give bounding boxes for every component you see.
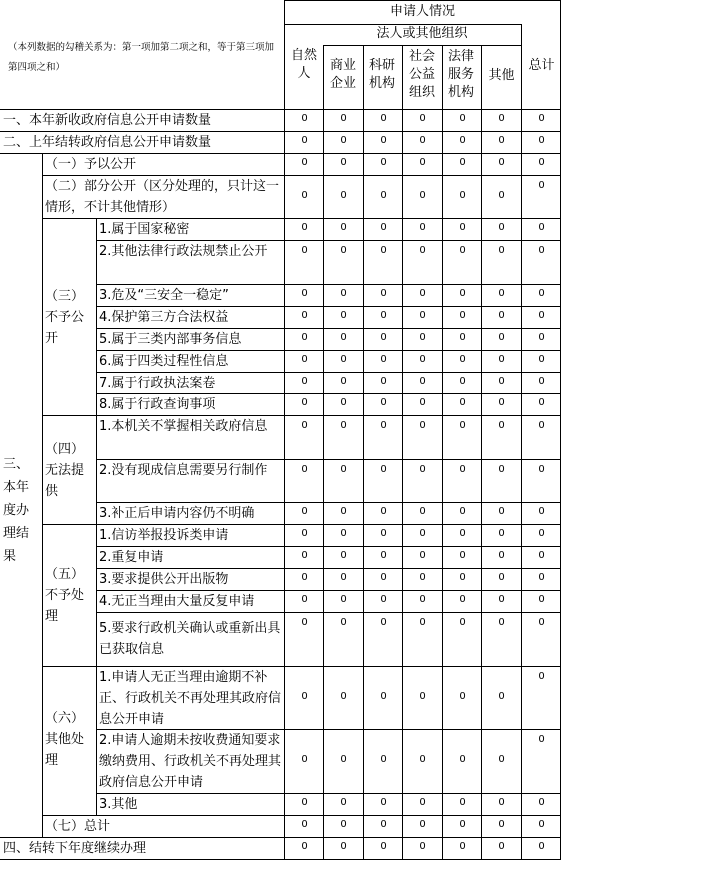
row-label-not-processed-4: 4.无正当理由大量反复申请 [99,594,255,609]
value-cell: 0 [459,420,466,431]
value-cell: 0 [498,245,505,256]
value-cell: 0 [301,420,308,431]
value-cell: 0 [340,113,347,124]
value-cell: 0 [419,288,426,299]
value-cell: 0 [459,819,466,830]
value-cell: 0 [380,594,387,605]
value-cell: 0 [459,332,466,343]
value-cell: 0 [498,464,505,475]
value-cell: 0 [459,464,466,475]
row-label-not-processed-1: 1.信访举报投诉类申请 [99,528,229,543]
value-cell: 0 [380,797,387,808]
row-label-not-disclosed-3: 3.危及“三安全一稳定” [99,288,229,303]
value-cell: 0 [340,245,347,256]
value-cell: 0 [459,288,466,299]
value-cell: 0 [498,841,505,852]
value-cell: 0 [301,157,308,168]
row-label-not-disclosed-1: 1.属于国家秘密 [99,222,190,237]
value-cell: 0 [380,572,387,583]
value-cell: 0 [538,594,545,605]
value-cell: 0 [419,464,426,475]
row-label-new-requests: 一、本年新收政府信息公开申请数量 [3,113,212,128]
value-cell: 0 [419,420,426,431]
value-cell: 0 [380,222,387,233]
value-cell: 0 [301,528,308,539]
value-cell: 0 [301,113,308,124]
value-cell: 0 [301,354,308,365]
value-cell: 0 [380,690,387,702]
value-cell: 0 [419,690,426,702]
value-cell: 0 [301,245,308,256]
row-label-not-disclosed-5: 5.属于三类内部事务信息 [99,332,242,347]
value-cell: 0 [301,841,308,852]
value-cell: 0 [301,617,308,628]
value-cell: 0 [498,690,505,702]
value-cell: 0 [340,690,347,702]
row-label-carried-over: 二、上年结转政府信息公开申请数量 [3,135,212,150]
header-col-natural-person: 自然人 [290,48,317,81]
value-cell: 0 [538,375,545,387]
value-cell: 0 [459,189,466,201]
value-cell: 0 [340,288,347,299]
value-cell: 0 [340,189,347,201]
row-label-other-3: 3.其他 [99,797,138,812]
value-cell: 0 [459,310,466,321]
value-cell: 0 [419,354,426,365]
value-cell: 0 [301,135,308,146]
header-col-other: 其他 [488,68,515,83]
value-cell: 0 [498,528,505,539]
group-label-not-processed: （五）不予处理 [45,567,85,624]
value-cell: 0 [340,354,347,365]
value-cell: 0 [340,841,347,852]
value-cell: 0 [380,550,387,561]
row-label-not-disclosed-8: 8.属于行政查询事项 [99,397,216,412]
row-label-not-disclosed-7: 7.属于行政执法案卷 [99,376,216,391]
value-cell: 0 [459,690,466,702]
value-cell: 0 [459,157,466,168]
row-label-not-processed-5: 5.要求行政机关确认或重新出具已获取信息 [99,621,281,657]
value-cell: 0 [419,754,426,765]
value-cell: 0 [538,245,545,256]
value-cell: 0 [380,819,387,830]
row-label-subtotal: （七）总计 [45,819,111,834]
value-cell: 0 [380,245,387,256]
value-cell: 0 [538,113,545,124]
value-cell: 0 [301,288,308,299]
value-cell: 0 [340,464,347,475]
row-label-other-1: 1.申请人无正当理由逾期不补正、行政机关不再处理其政府信息公开申请 [99,670,282,727]
value-cell: 0 [340,397,347,408]
value-cell: 0 [459,375,466,387]
value-cell: 0 [380,375,387,387]
value-cell: 0 [340,797,347,808]
group-label-not-disclosed: （三）不予公开 [45,289,85,346]
value-cell: 0 [380,754,387,765]
value-cell: 0 [498,354,505,365]
value-cell: 0 [538,310,545,321]
value-cell: 0 [301,594,308,605]
value-cell: 0 [498,506,505,517]
value-cell: 0 [380,528,387,539]
header-col-total: 总计 [528,58,555,73]
value-cell: 0 [538,617,545,628]
value-cell: 0 [498,420,505,431]
value-cell: 0 [340,420,347,431]
header-col-research: 科研机构 [368,58,395,91]
value-cell: 0 [538,819,545,830]
value-cell: 0 [380,397,387,408]
value-cell: 0 [498,550,505,561]
value-cell: 0 [301,506,308,517]
value-cell: 0 [459,113,466,124]
group-label-unable-to-provide: （四）无法提供 [45,442,85,499]
value-cell: 0 [498,113,505,124]
value-cell: 0 [340,528,347,539]
value-cell: 0 [459,797,466,808]
value-cell: 0 [340,572,347,583]
value-cell: 0 [301,797,308,808]
value-cell: 0 [301,690,308,702]
value-cell: 0 [380,841,387,852]
value-cell: 0 [498,797,505,808]
value-cell: 0 [419,397,426,408]
value-cell: 0 [419,189,426,201]
value-cell: 0 [301,464,308,475]
value-cell: 0 [419,506,426,517]
value-cell: 0 [340,222,347,233]
value-cell: 0 [498,594,505,605]
value-cell: 0 [459,550,466,561]
value-cell: 0 [498,310,505,321]
value-cell: 0 [301,189,308,201]
group-label-results: 三、本年度办理结果 [3,457,30,564]
value-cell: 0 [538,222,545,233]
value-cell: 0 [498,288,505,299]
value-cell: 0 [498,135,505,146]
row-label-unable-1: 1.本机关不掌握相关政府信息 [99,419,268,434]
value-cell: 0 [380,288,387,299]
value-cell: 0 [459,754,466,765]
value-cell: 0 [538,354,545,365]
value-cell: 0 [380,617,387,628]
value-cell: 0 [419,550,426,561]
value-cell: 0 [340,506,347,517]
header-col-public-welfare: 社会公益组织 [408,49,435,100]
value-cell: 0 [459,594,466,605]
row-label-unable-2: 2.没有现成信息需要另行制作 [99,463,268,478]
value-cell: 0 [538,135,545,146]
value-cell: 0 [538,671,545,682]
header-note: （本列数据的勾稽关系为：第一项加第二项之和，等于第三项加第四项之和） [8,42,275,73]
value-cell: 0 [538,841,545,852]
value-cell: 0 [459,135,466,146]
value-cell: 0 [459,354,466,365]
row-label-not-disclosed-2: 2.其他法律行政法规禁止公开 [99,244,268,259]
value-cell: 0 [498,754,505,765]
value-cell: 0 [538,180,545,191]
value-cell: 0 [301,572,308,583]
value-cell: 0 [459,572,466,583]
value-cell: 0 [538,506,545,517]
value-cell: 0 [538,797,545,808]
value-cell: 0 [419,310,426,321]
value-cell: 0 [419,617,426,628]
value-cell: 0 [419,594,426,605]
value-cell: 0 [301,754,308,765]
value-cell: 0 [419,841,426,852]
value-cell: 0 [538,528,545,539]
value-cell: 0 [301,310,308,321]
value-cell: 0 [538,397,545,408]
value-cell: 0 [459,841,466,852]
value-cell: 0 [380,310,387,321]
header-applicant: 申请人情况 [389,4,455,19]
value-cell: 0 [498,222,505,233]
row-label-not-processed-2: 2.重复申请 [99,550,164,565]
value-cell: 0 [340,157,347,168]
row-label-carry-forward: 四、结转下年度继续办理 [3,841,147,856]
value-cell: 0 [498,375,505,387]
value-cell: 0 [538,464,545,475]
value-cell: 0 [340,819,347,830]
value-cell: 0 [340,135,347,146]
value-cell: 0 [498,332,505,343]
row-label-not-disclosed-4: 4.保护第三方合法权益 [99,310,229,325]
value-cell: 0 [340,617,347,628]
value-cell: 0 [340,594,347,605]
value-cell: 0 [459,245,466,256]
value-cell: 0 [301,397,308,408]
value-cell: 0 [538,288,545,299]
value-cell: 0 [380,157,387,168]
value-cell: 0 [498,189,505,201]
value-cell: 0 [419,222,426,233]
value-cell: 0 [380,506,387,517]
value-cell: 0 [301,550,308,561]
header-col-legal-service: 法律服务机构 [447,49,474,100]
value-cell: 0 [340,310,347,321]
value-cell: 0 [380,354,387,365]
value-cell: 0 [419,332,426,343]
row-label-unable-3: 3.补正后申请内容仍不明确 [99,506,255,521]
value-cell: 0 [459,397,466,408]
value-cell: 0 [340,550,347,561]
value-cell: 0 [498,617,505,628]
value-cell: 0 [538,734,545,745]
value-cell: 0 [380,464,387,475]
value-cell: 0 [340,332,347,343]
value-cell: 0 [380,135,387,146]
value-cell: 0 [419,572,426,583]
value-cell: 0 [498,572,505,583]
value-cell: 0 [459,222,466,233]
value-cell: 0 [459,528,466,539]
value-cell: 0 [419,113,426,124]
row-label-disclosed: （一）予以公开 [45,157,137,172]
value-cell: 0 [380,113,387,124]
value-cell: 0 [538,157,545,168]
value-cell: 0 [301,222,308,233]
value-cell: 0 [301,332,308,343]
value-cell: 0 [419,528,426,539]
value-cell: 0 [498,819,505,830]
header-col-business: 商业企业 [329,58,356,91]
value-cell: 0 [419,375,426,387]
value-cell: 0 [538,550,545,561]
value-cell: 0 [419,157,426,168]
value-cell: 0 [498,397,505,408]
value-cell: 0 [538,420,545,431]
value-cell: 0 [419,245,426,256]
row-label-other-2: 2.申请人逾期未按收费通知要求缴纳费用、行政机关不再处理其政府信息公开申请 [99,733,282,790]
header-legal-entities: 法人或其他组织 [376,26,468,41]
value-cell: 0 [380,332,387,343]
value-cell: 0 [419,135,426,146]
value-cell: 0 [419,819,426,830]
value-cell: 0 [459,506,466,517]
row-label-partially-disclosed: （二）部分公开（区分处理的，只计这一情形，不计其他情形） [45,179,280,215]
value-cell: 0 [301,819,308,830]
value-cell: 0 [340,375,347,387]
value-cell: 0 [380,189,387,201]
value-cell: 0 [538,572,545,583]
row-label-not-processed-3: 3.要求提供公开出版物 [99,572,229,587]
value-cell: 0 [380,420,387,431]
value-cell: 0 [301,375,308,387]
value-cell: 0 [538,332,545,343]
group-label-other-handling: （六）其他处理 [45,711,85,768]
value-cell: 0 [340,754,347,765]
row-label-not-disclosed-6: 6.属于四类过程性信息 [99,354,229,369]
value-cell: 0 [459,617,466,628]
value-cell: 0 [419,797,426,808]
value-cell: 0 [498,157,505,168]
